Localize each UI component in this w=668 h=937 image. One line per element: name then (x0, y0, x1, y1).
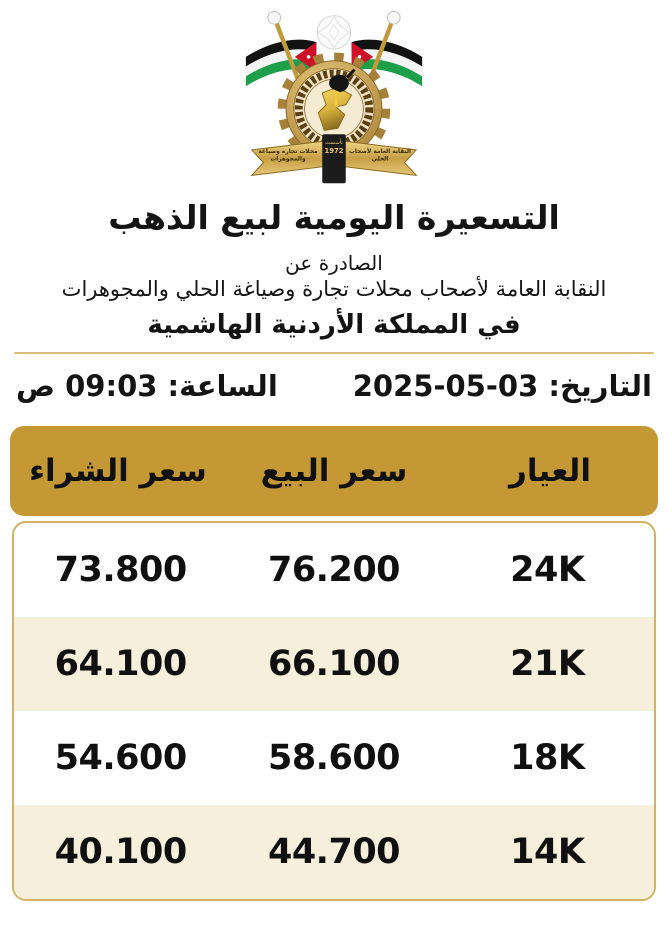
sell-price-cell: 76.200 (267, 549, 401, 590)
sell-price-cell: 44.700 (267, 831, 401, 872)
date-label: التاريخ: (548, 368, 652, 403)
date-value: 03-05-2025 (352, 368, 539, 403)
table-row (14, 523, 654, 617)
page-title: التسعيرة اليومية لبيع الذهب (108, 198, 560, 237)
buy-price-cell: 40.100 (54, 831, 187, 872)
syndicate-emblem-icon (236, 3, 432, 193)
karat-cell: 18K (510, 737, 585, 778)
price-table-body (12, 521, 656, 901)
table-row (14, 617, 654, 711)
karat-cell: 14K (510, 831, 585, 872)
date-bar (0, 354, 668, 403)
country-name: في المملكة الأردنية الهاشمية (147, 309, 521, 340)
time-field (16, 369, 278, 403)
table-row (14, 805, 654, 899)
ribbon-left (252, 141, 324, 175)
table-row (14, 711, 654, 805)
emblem-logo (0, 0, 668, 194)
issued-by-label: الصادرة عن (285, 250, 383, 275)
ribbon-center (322, 134, 346, 183)
svg-text:النقابة العامة لأصحاب: النقابة العامة لأصحاب (348, 148, 412, 155)
issuer-name: النقابة العامة لأصحاب محلات تجارة وصياغة الحلي والمجوهرات (61, 276, 607, 301)
buy-price-cell: 73.800 (54, 549, 187, 590)
svg-text:والمجوهرات: والمجوهرات (270, 156, 306, 163)
ribbon-right (344, 141, 416, 175)
diamond-icon (317, 16, 350, 49)
time-value: 09:03 ص (16, 368, 158, 403)
karat-cell: 24K (510, 549, 585, 590)
time-label: الساعة: (167, 368, 278, 403)
column-karat-header: العيار (509, 452, 591, 489)
founded-year: 1972 (324, 146, 344, 155)
founded-label: تأسست (325, 140, 343, 147)
svg-text:الحلي: الحلي (371, 156, 389, 163)
column-buy-header: سعر الشراء (29, 452, 207, 489)
column-sell-header: سعر البيع (260, 452, 408, 489)
buy-price-cell: 54.600 (54, 737, 187, 778)
price-table-header (10, 426, 658, 516)
date-field (353, 369, 652, 403)
svg-text:محلات تجارة وصياغة: محلات تجارة وصياغة (258, 148, 318, 155)
sell-price-cell: 66.100 (267, 643, 401, 684)
karat-cell: 21K (510, 643, 585, 684)
sell-price-cell: 58.600 (267, 737, 401, 778)
buy-price-cell: 64.100 (54, 643, 187, 684)
